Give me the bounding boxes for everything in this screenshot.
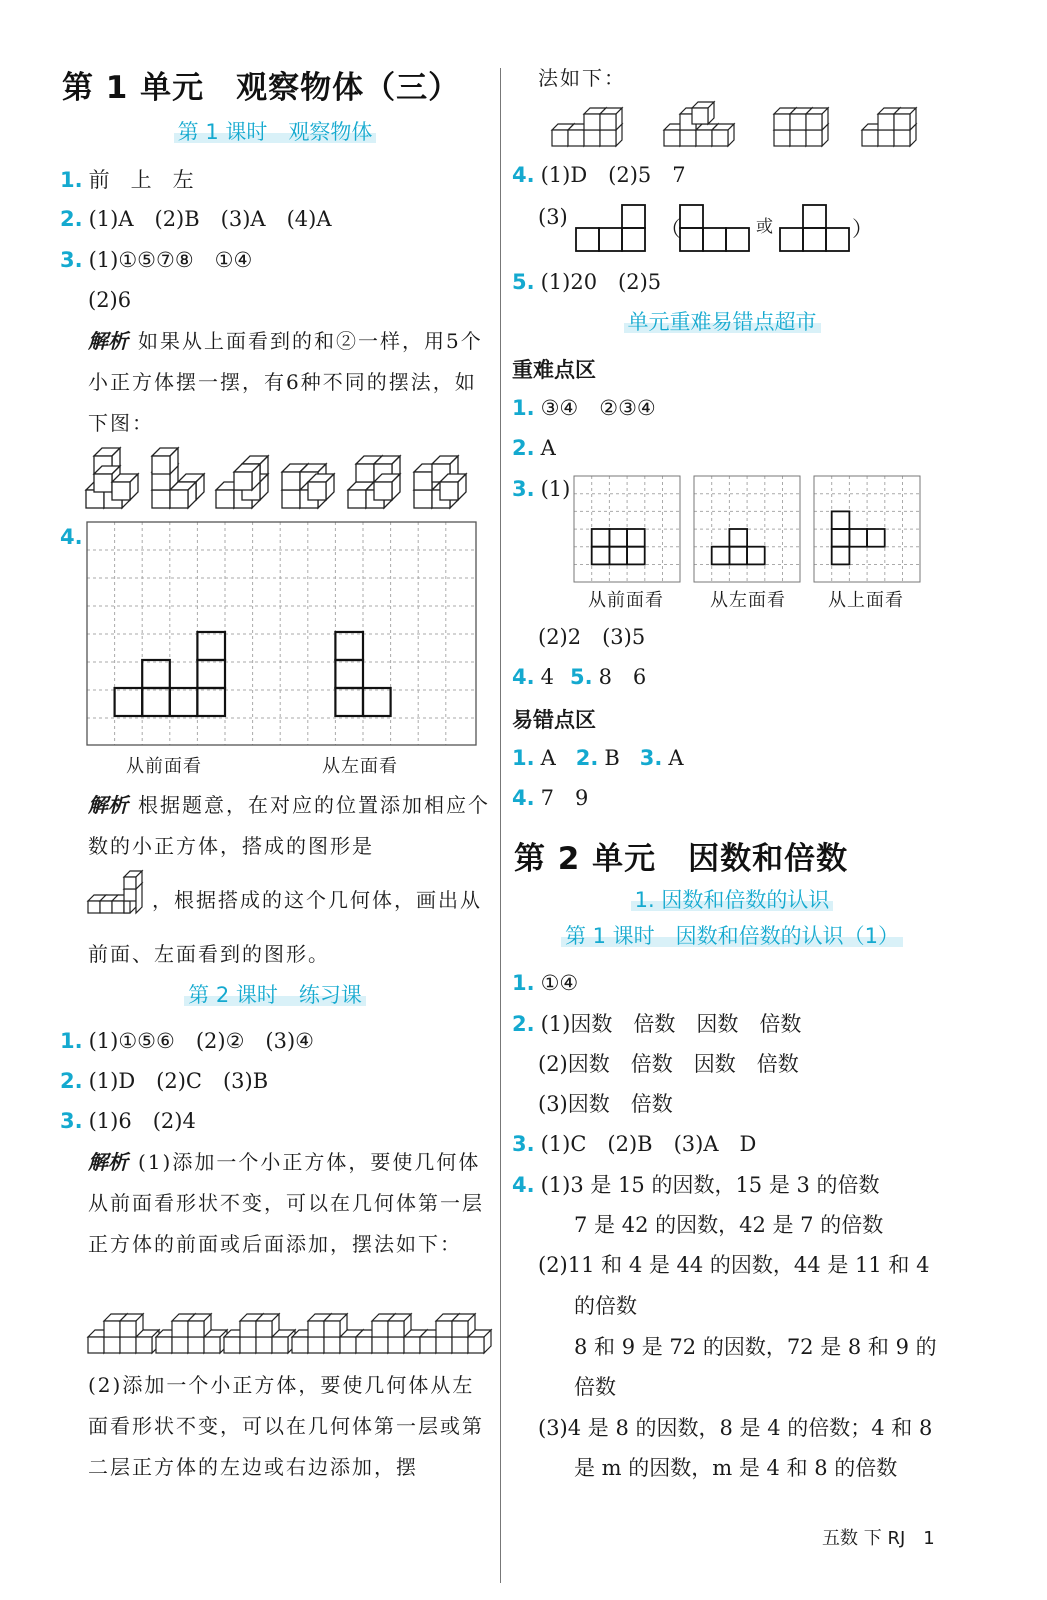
u2-q4-l7: (3)4 是 8 的因数，8 是 4 的倍数；4 和 8 [538, 1416, 933, 1440]
l2-q3-analysis: 解析 (1)添加一个小正方体，要使几何体从前面看形状不变，可以在几何体第一层正方体的前面或后面添加，摆法如下： [88, 1150, 484, 1256]
l1-q3-analysis: 解析 如果从上面看到的和②一样，用5个小正方体摆一摆，有6种不同的摆法，如下图： [88, 329, 483, 435]
u2-q2: 2. (1)因数 倍数 因数 倍数 [512, 1012, 802, 1036]
h-caption-front: 从前面看 [588, 590, 664, 611]
right-arr-2 [664, 102, 734, 146]
e-q1-3: 1. A 2. B 3. A [512, 746, 684, 770]
r-q4-shape-c [780, 205, 854, 251]
l2-q3: 3. (1)6 (2)4 [60, 1109, 196, 1133]
l2-q3-analysis-2: (2)添加一个小正方体，要使几何体从左面看形状不变，可以在几何体第一层或第二层正方体的左边或右边添加，摆 [88, 1373, 484, 1479]
e-q4: 4. 7 9 [512, 786, 589, 810]
right-arr-3 [774, 108, 828, 146]
h-q3-view-grids [574, 476, 924, 586]
l1-q4-grid-drawing [87, 522, 477, 746]
column-divider [500, 68, 501, 1583]
added-cube-arrangements [88, 1308, 488, 1358]
lesson1-title: 第 1 课时 观察物体 [60, 116, 490, 146]
arrangement-5 [348, 456, 400, 508]
l1-q1: 1. 前 上 左 [60, 168, 194, 192]
u2-q2-l3: (3)因数 倍数 [538, 1092, 673, 1116]
unit1-title: 第 1 单元 观察物体（三） [62, 70, 461, 106]
r-q4-p3: (3) [538, 205, 568, 229]
r-q5: 5. (1)20 (2)5 [512, 270, 662, 294]
right-cont-text: 法如下： [538, 66, 626, 90]
l1-q4-analysis-end: 前面、左面看到的图形。 [88, 942, 330, 966]
u2-q3: 3. (1)C (2)B (3)A D [512, 1132, 757, 1156]
r-q4-shape-b [680, 205, 756, 251]
l1-q3: 3. (1)①⑤⑦⑧ ①④ [60, 248, 253, 272]
l1-q4-analysis-cont: ，根据搭成的这个几何体，画出从 [152, 888, 482, 912]
arrangement-3 [216, 456, 268, 508]
h-q3: 3. (1) [512, 477, 571, 501]
h-q4-q5: 4. 4 5. 8 6 [512, 665, 647, 689]
r-q4-or: 或 [756, 217, 773, 237]
r-q4-paren-open: （ [660, 217, 681, 241]
page-footer: 五数 下 RJ 1 [822, 1528, 935, 1549]
l1-q2: 2. (1)A (2)B (3)A (4)A [60, 207, 332, 231]
l1-q3-part2: (2)6 [88, 288, 132, 312]
u2-q4-l3: (2)11 和 4 是 44 的因数，44 是 11 和 4 [538, 1253, 930, 1277]
error-points-title: 易错点区 [512, 708, 596, 732]
l1-q4-num: 4. [60, 525, 83, 549]
u2-q4-l6: 倍数 [574, 1375, 616, 1399]
front-view-answer [592, 529, 645, 564]
caption-front-view: 从前面看 [126, 756, 202, 777]
dotted-grid [87, 522, 476, 745]
top-view-answer [832, 511, 885, 564]
review-title: 单元重难易错点超市 [512, 306, 932, 336]
arrangement-4 [282, 464, 334, 508]
u2-lesson1-title: 第 1 课时 因数和倍数的认识（1） [512, 920, 952, 950]
right-cube-arrangements [552, 104, 932, 148]
right-column [512, 0, 992, 1600]
hard-points-title: 重难点区 [512, 358, 596, 382]
left-view-shape [335, 632, 390, 716]
arrangement-6 [414, 456, 466, 508]
u2-q2-l2: (2)因数 倍数 因数 倍数 [538, 1052, 799, 1076]
r-q4: 4. (1)D (2)5 7 [512, 163, 686, 187]
u2-q1: 1. ①④ [512, 971, 579, 995]
h-q2: 2. A [512, 436, 556, 460]
r-q4-shape-a [576, 205, 668, 251]
u2-q4-l5: 8 和 9 是 72 的因数，72 是 8 和 9 的 [574, 1335, 937, 1359]
caption-left-view: 从左面看 [322, 756, 398, 777]
r-q4-paren-close: ） [852, 217, 873, 241]
h-q3-part2: (2)2 (3)5 [538, 625, 646, 649]
l2-q1: 1. (1)①⑤⑥ (2)② (3)④ [60, 1029, 314, 1053]
l2-q2: 2. (1)D (2)C (3)B [60, 1069, 269, 1093]
left-view-answer [712, 529, 765, 564]
cube-arrangements-figure [86, 448, 496, 510]
h-q1: 1. ③④ ②③④ [512, 396, 656, 420]
sub1-title: 1. 因数和倍数的认识 [512, 884, 952, 914]
u2-q4-l4: 的倍数 [574, 1294, 637, 1318]
left-column [60, 0, 490, 1600]
right-arr-1 [552, 108, 622, 146]
u2-q4-l8: 是 m 的因数，m 是 4 和 8 的倍数 [574, 1456, 898, 1480]
right-arr-4 [862, 108, 916, 146]
h-caption-top: 从上面看 [828, 590, 904, 611]
geometric-body-icon [88, 873, 152, 921]
h-caption-left: 从左面看 [710, 590, 786, 611]
lesson2-title: 第 2 课时 练习课 [60, 979, 490, 1009]
l1-q4-analysis: 解析 根据题意，在对应的位置添加相应个数的小正方体，搭成的图形是 [88, 793, 490, 858]
arrangement-2 [152, 448, 204, 508]
arrangement-1 [86, 448, 138, 508]
u2-q4-l2: 7 是 42 的因数，42 是 7 的倍数 [574, 1213, 884, 1237]
unit2-title: 第 2 单元 因数和倍数 [514, 841, 849, 877]
u2-q4: 4. (1)3 是 15 的因数，15 是 3 的倍数 [512, 1173, 880, 1197]
